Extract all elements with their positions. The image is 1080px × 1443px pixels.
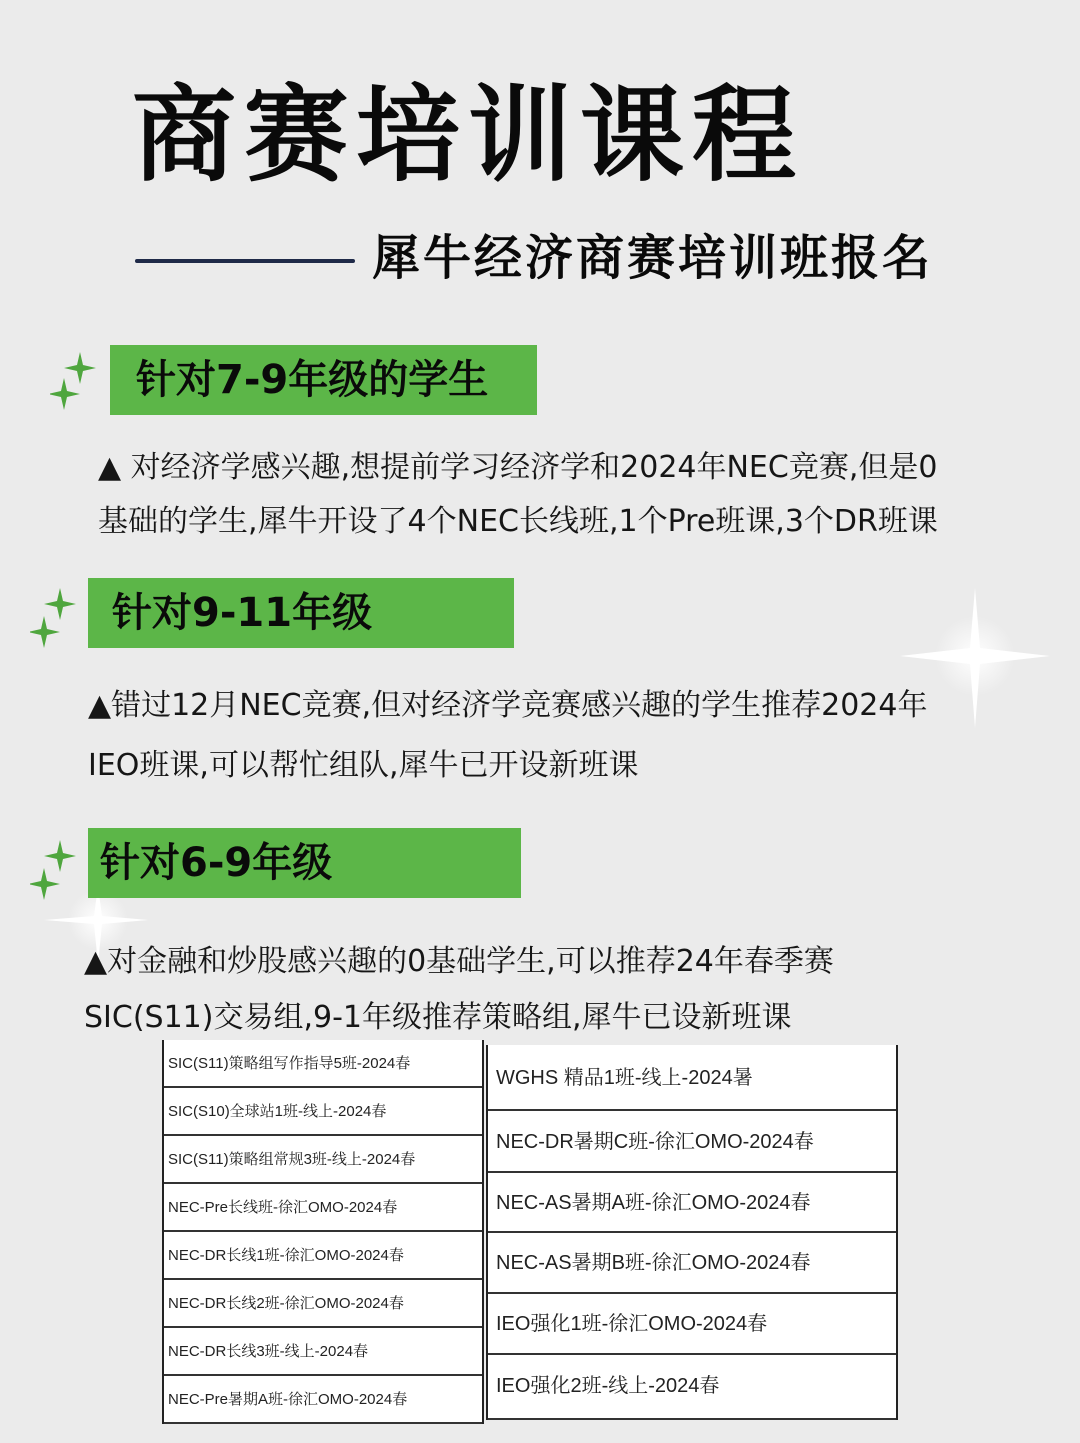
section-text-line: IEO班课,可以帮忙组队,犀牛已开设新班课 xyxy=(88,748,639,783)
green-sparkle-icon xyxy=(30,840,76,900)
green-sparkle-icon xyxy=(50,352,96,410)
section-text-line: ▲对金融和炒股感兴趣的0基础学生,可以推荐24年春季赛 xyxy=(84,944,834,979)
section-label-grade-7-9: 针对7-9年级的学生 xyxy=(110,345,537,415)
table-row: IEO强化2班-线上-2024春 xyxy=(488,1355,896,1420)
section-text-line: 基础的学生,犀牛开设了4个NEC长线班,1个Pre班课,3个DR班课 xyxy=(98,504,938,539)
table-row: NEC-AS暑期A班-徐汇OMO-2024春 xyxy=(488,1173,896,1233)
green-sparkle-icon xyxy=(30,588,76,648)
course-table-left xyxy=(162,1040,484,1424)
course-table-right xyxy=(486,1045,898,1420)
page-subtitle: 犀牛经济商赛培训班报名 xyxy=(372,230,934,286)
subtitle-divider-line xyxy=(135,259,355,263)
table-row: WGHS 精品1班-线上-2024暑 xyxy=(488,1045,896,1111)
table-row: NEC-DR长线3班-线上-2024春 xyxy=(164,1328,482,1376)
section-text-line: ▲ 对经济学感兴趣,想提前学习经济学和2024年NEC竞赛,但是0 xyxy=(98,450,938,485)
table-row: IEO强化1班-徐汇OMO-2024春 xyxy=(488,1294,896,1355)
table-row: NEC-AS暑期B班-徐汇OMO-2024春 xyxy=(488,1233,896,1294)
table-row: SIC(S11)策略组常规3班-线上-2024春 xyxy=(164,1136,482,1184)
section-label-grade-9-11: 针对9-11年级 xyxy=(88,578,514,648)
section-text-line: ▲错过12月NEC竞赛,但对经济学竞赛感兴趣的学生推荐2024年 xyxy=(88,688,928,723)
table-row: NEC-DR暑期C班-徐汇OMO-2024春 xyxy=(488,1111,896,1173)
section-label-grade-6-9: 针对6-9年级 xyxy=(88,828,521,898)
table-row: SIC(S11)策略组写作指导5班-2024春 xyxy=(164,1040,482,1088)
table-row: NEC-Pre暑期A班-徐汇OMO-2024春 xyxy=(164,1376,482,1424)
table-row: SIC(S10)全球站1班-线上-2024春 xyxy=(164,1088,482,1136)
table-row: NEC-DR长线1班-徐汇OMO-2024春 xyxy=(164,1232,482,1280)
table-row: NEC-Pre长线班-徐汇OMO-2024春 xyxy=(164,1184,482,1232)
section-text-line: SIC(S11)交易组,9-1年级推荐策略组,犀牛已设新班课 xyxy=(84,1000,792,1035)
table-row: NEC-DR长线2班-徐汇OMO-2024春 xyxy=(164,1280,482,1328)
page-title: 商赛培训课程 xyxy=(132,74,805,196)
